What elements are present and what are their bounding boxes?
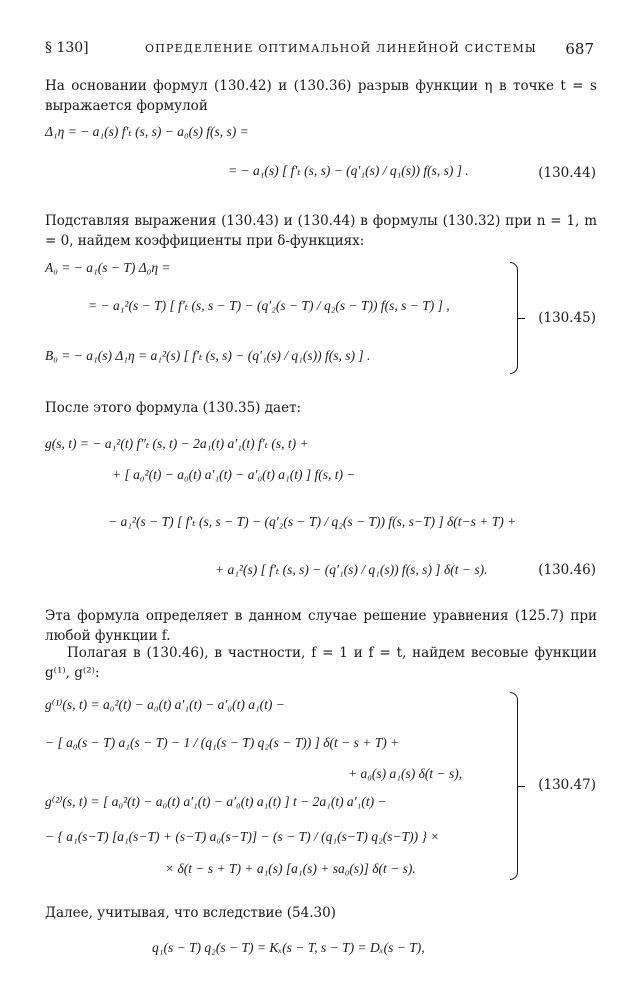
- equation-130-47-line-4: g⁽²⁾(s, t) = [ a₀²(t) − a₀(t) a′₁(t) − a′₀(t) a₁(t) ] t − 2a₁(t) a′₁(t) −: [45, 794, 387, 809]
- paragraph-solution: Эта формула определяет в данном случае решение уравнения (125.7) при любой функции f.: [45, 608, 597, 644]
- equation-130-47-line-6: × δ(t − s + T) + a₁(s) [a₁(s) + sa₀(s)] δ(t − s).: [165, 861, 416, 876]
- equation-number-130-46: (130.46): [538, 562, 596, 578]
- page-number: 687: [565, 40, 594, 58]
- equation-number-130-45: (130.45): [538, 310, 596, 326]
- equation-130-46-line-2: + [ a₀²(t) − a₀(t) a′₁(t) − a′₀(t) a₁(t) ] f(s, t) −: [112, 467, 356, 482]
- paragraph-discontinuity: На основании формул (130.42) и (130.36) разрыв функции η в точке t = s выражается формулой: [45, 78, 597, 114]
- paragraph-weight-functions: Полагая в (130.46), в частности, f = 1 и f = t, найдем весовые функции g⁽¹⁾, g⁽²⁾:: [45, 645, 597, 681]
- paragraph-then: После этого формула (130.35) дает:: [45, 400, 302, 416]
- equation-130-47-brace: [510, 692, 518, 880]
- equation-130-45-line-3: B₀ = − a₁(s) Δ₁η = a₁²(s) [ f′ₜ (s, s) − (q′₁(s) / q₁(s)) f(s, s) ] .: [45, 348, 371, 363]
- equation-130-45-line-1: A₀ = − a₁(s − T) Δ₀η =: [45, 260, 171, 275]
- equation-130-44-line-1: Δ₁η = − a₁(s) f′ₜ (s, s) − a₀(s) f(s, s) =: [45, 124, 249, 139]
- equation-covariance-identity: q₁(s − T) q₂(s − T) = Kₓ(s − T, s − T) = Dₓ(s − T),: [152, 940, 425, 955]
- equation-130-46-line-1: g(s, t) = − a₁²(t) f″ₜ (s, t) − 2a₁(t) a′₁(t) f′ₜ (s, t) +: [45, 436, 309, 451]
- running-head-title: ОПРЕДЕЛЕНИЕ ОПТИМАЛЬНОЙ ЛИНЕЙНОЙ СИСТЕМЫ: [145, 42, 537, 55]
- equation-130-46-line-4: + a₁²(s) [ f′ₜ (s, s) − (q′₁(s) / q₁(s)) f(s, s) ] δ(t − s).: [215, 562, 488, 577]
- equation-130-47-line-2: − [ a₀(s − T) a₁(s − T) − 1 / (q₁(s − T) q₂(s − T)) ] δ(t − s + T) +: [45, 735, 400, 750]
- equation-130-45-line-2: = − a₁²(s − T) [ f′ₜ (s, s − T) − (q′₂(s − T) / q₂(s − T)) f(s, s − T) ] ,: [88, 298, 450, 313]
- paragraph-further: Далее, учитывая, что вследствие (54.30): [45, 905, 336, 921]
- equation-130-47-line-5: − { a₁(s−T) [a₁(s−T) + (s−T) a₀(s−T)] − (s − T) / (q₁(s−T) q₂(s−T)) } ×: [45, 829, 440, 844]
- equation-130-45-brace: [510, 262, 518, 374]
- equation-130-44-line-2: = − a₁(s) [ f′ₜ (s, s) − (q′₁(s) / q₁(s)) f(s, s) ] .: [228, 163, 469, 178]
- paragraph-substitution: Подставляя выражения (130.43) и (130.44) в формулы (130.32) при n = 1, m = 0, найдем коэффициенты при δ-функциях:: [45, 213, 597, 249]
- equation-130-46-line-3: − a₁²(s − T) [ f′ₜ (s, s − T) − (q′₂(s − T) / q₂(s − T)) f(s, s−T) ] δ(t−s + T) +: [108, 514, 517, 529]
- equation-130-47-line-1: g⁽¹⁾(s, t) = a₀²(t) − a₀(t) a′₁(t) − a′₀(t) a₁(t) −: [45, 697, 285, 712]
- running-head-section: § 130]: [45, 40, 89, 56]
- equation-number-130-44: (130.44): [538, 165, 596, 181]
- equation-number-130-47: (130.47): [538, 777, 596, 793]
- equation-130-47-line-3: + a₀(s) a₁(s) δ(t − s),: [348, 766, 463, 781]
